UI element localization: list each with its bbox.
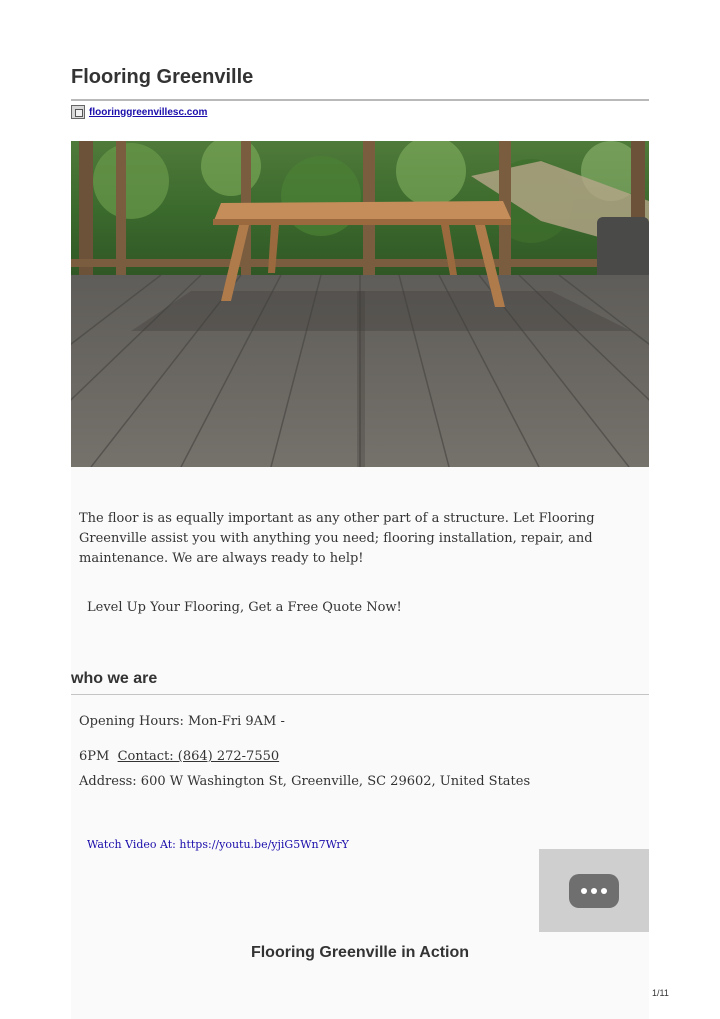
- address: Address: 600 W Washington St, Greenville, SC 29602, United States: [79, 774, 531, 789]
- dot: [581, 888, 587, 894]
- source-site-link[interactable]: flooringgreenvillesc.com: [89, 106, 208, 118]
- page-number: 1/11: [652, 988, 669, 998]
- section-title-who-we-are: who we are: [71, 670, 158, 687]
- opening-hours-end: 6PM: [79, 749, 110, 764]
- video-thumbnail[interactable]: [539, 849, 649, 932]
- video-link[interactable]: Watch Video At: https://youtu.be/yjiG5Wn7WrY: [87, 838, 349, 851]
- section-divider: [71, 694, 649, 695]
- intro-paragraph: The floor is as equally important as any other part of a structure. Let Flooring Greenville assist you with anything you need; flooring installation, repair, and maintenance. We are always ready to help!: [79, 511, 595, 566]
- page-title: Flooring Greenville: [71, 66, 254, 88]
- bench-photo: [71, 141, 649, 467]
- source-link-row: [71, 105, 207, 119]
- more-options-icon[interactable]: [569, 874, 619, 908]
- free-quote-text: Level Up Your Flooring, Get a Free Quote Now!: [87, 600, 402, 615]
- dot: [601, 888, 607, 894]
- hero-image: [71, 141, 649, 467]
- title-divider: [71, 99, 649, 101]
- favicon-icon: [71, 105, 85, 119]
- dot: [591, 888, 597, 894]
- hours-phone-line: [79, 749, 279, 764]
- phone-link[interactable]: Contact: (864) 272-7550: [117, 749, 280, 764]
- action-section-title: Flooring Greenville in Action: [250, 944, 470, 961]
- opening-hours: Opening Hours: Mon-Fri 9AM -: [79, 714, 285, 729]
